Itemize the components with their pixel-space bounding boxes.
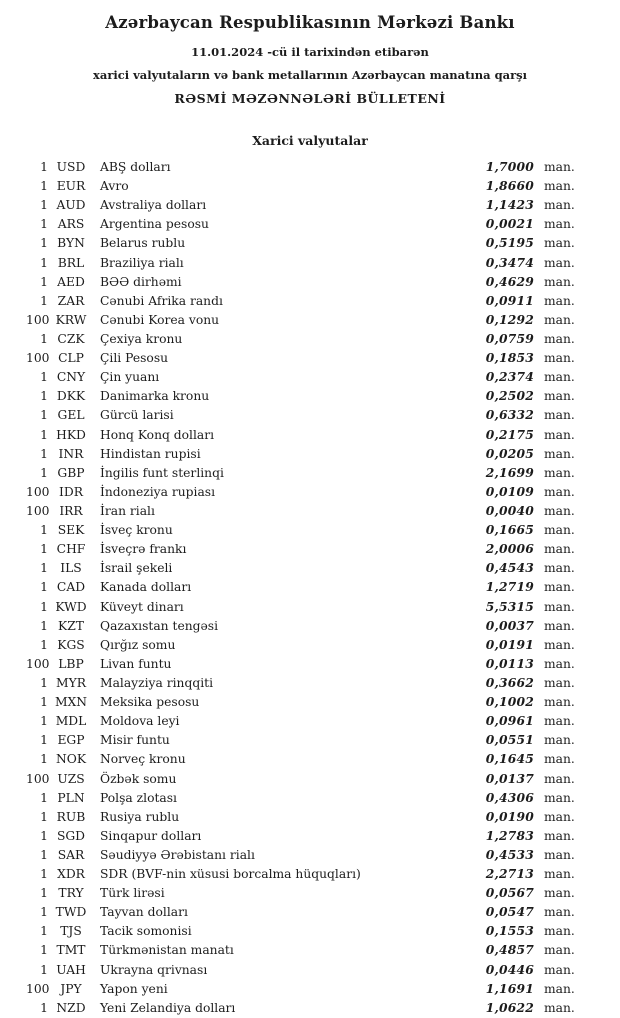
currency-code-cell: EUR — [56, 179, 86, 194]
currency-code-cell: TJS — [60, 924, 82, 939]
table-row — [26, 902, 574, 921]
table-row — [26, 711, 574, 730]
currency-code-cell: CHF — [56, 542, 86, 557]
currency-name-cell: İsveç kronu — [100, 523, 173, 538]
currency-code-cell: IRR — [59, 503, 83, 518]
table-row — [26, 482, 574, 501]
currency-name-cell: Braziliya rialı — [100, 255, 184, 270]
quantity-cell: 1 — [40, 962, 48, 977]
currency-name-cell: BƏƏ dirhəmi — [100, 274, 182, 289]
table-row — [26, 692, 574, 711]
quantity-cell: 1 — [40, 733, 48, 748]
quantity-cell: 1 — [40, 618, 48, 633]
rate-value-cell: 0,0190 — [485, 808, 534, 824]
rate-value-cell: 0,4857 — [485, 942, 534, 958]
currency-name-cell: SDR (BVF-nin xüsusi borcalma hüquqları) — [100, 867, 361, 882]
currency-code-cell: AUD — [56, 198, 86, 213]
quantity-cell: 1 — [40, 828, 48, 843]
rate-value-cell: 0,0191 — [485, 636, 534, 652]
table-row — [26, 673, 574, 692]
table-row — [26, 730, 574, 749]
currency-name-cell: Ukrayna qrivnası — [100, 962, 208, 977]
table-row — [26, 998, 574, 1017]
currency-code-cell: HKD — [56, 427, 86, 442]
table-row — [26, 329, 574, 348]
currency-name-cell: Danimarka kronu — [100, 389, 210, 404]
table-row — [26, 883, 574, 902]
currency-name-cell: Qırğız somu — [100, 637, 176, 652]
rate-value-cell: 0,1002 — [485, 694, 534, 710]
rate-value-cell: 0,1292 — [485, 311, 534, 327]
quantity-cell: 1 — [40, 274, 48, 289]
currency-name-cell: Norveç kronu — [100, 752, 186, 767]
currency-code-cell: IDR — [59, 484, 83, 499]
currency-name-cell: Hindistan rupisi — [100, 446, 201, 461]
unit-cell: man. — [544, 331, 575, 346]
quantity-cell: 1 — [40, 561, 48, 576]
currency-code-cell: GEL — [57, 408, 85, 423]
table-row — [26, 558, 574, 577]
table-row — [26, 425, 574, 444]
effective-date-line: 11.01.2024 -cü il tarixindən etibarən — [191, 45, 429, 59]
quantity-cell: 1 — [40, 943, 48, 958]
unit-cell: man. — [544, 160, 575, 174]
quantity-cell: 1 — [40, 599, 48, 614]
unit-cell: man. — [544, 427, 575, 442]
currency-code-cell: KZT — [58, 618, 84, 633]
currency-code-cell: MDL — [55, 714, 87, 729]
rate-value-cell: 1,0622 — [485, 999, 534, 1015]
table-row — [26, 635, 574, 654]
quantity-cell: 1 — [40, 752, 48, 767]
unit-cell: man. — [544, 312, 575, 327]
rate-value-cell: 0,0911 — [485, 292, 534, 308]
currency-code-cell: CZK — [57, 331, 85, 346]
currency-name-cell: İngilis funt sterlinqi — [100, 465, 224, 480]
table-row — [26, 444, 574, 463]
table-row — [26, 960, 574, 979]
table-row — [26, 463, 574, 482]
quantity-cell: 100 — [26, 981, 50, 996]
currency-code-cell: BRL — [57, 255, 85, 270]
rate-value-cell: 1,8660 — [485, 178, 534, 194]
quantity-cell: 100 — [26, 312, 50, 327]
table-row — [26, 233, 574, 252]
unit-cell: man. — [544, 599, 575, 614]
table-row — [26, 749, 574, 768]
currency-code-cell: DKK — [56, 389, 86, 404]
unit-cell: man. — [544, 790, 575, 805]
currency-code-cell: KRW — [55, 312, 87, 327]
rate-value-cell: 1,7000 — [485, 159, 534, 174]
quantity-cell: 1 — [40, 847, 48, 862]
quantity-cell: 100 — [26, 656, 50, 671]
rate-value-cell: 0,3474 — [485, 254, 534, 270]
quantity-cell: 1 — [40, 1000, 48, 1015]
quantity-cell: 1 — [40, 924, 48, 939]
currency-name-cell: Misir funtu — [100, 733, 170, 748]
unit-cell: man. — [544, 580, 575, 595]
quantity-cell: 1 — [40, 905, 48, 920]
currency-code-cell: MXN — [54, 695, 88, 710]
unit-cell: man. — [544, 752, 575, 767]
unit-cell: man. — [544, 351, 575, 366]
quantity-cell: 1 — [40, 160, 48, 174]
currency-name-cell: Çin yuanı — [100, 370, 160, 385]
unit-cell: man. — [544, 809, 575, 824]
currency-code-cell: SAR — [57, 847, 85, 862]
rate-value-cell: 0,0567 — [485, 885, 534, 901]
quantity-cell: 1 — [40, 809, 48, 824]
currency-name-cell: İran rialı — [100, 503, 155, 518]
quantity-cell: 1 — [40, 331, 48, 346]
currency-name-cell: Küveyt dinarı — [100, 599, 184, 614]
currency-name-cell: Qazaxıstan tengəsi — [100, 618, 219, 633]
table-row — [26, 310, 574, 329]
rate-value-cell: 0,0037 — [485, 617, 534, 633]
table-row — [26, 253, 574, 272]
table-row — [26, 788, 574, 807]
currency-name-cell: Tacik somonisi — [100, 924, 192, 939]
quantity-cell: 1 — [40, 179, 48, 194]
currency-code-cell: UAH — [56, 962, 86, 977]
unit-cell: man. — [544, 828, 575, 843]
unit-cell: man. — [544, 981, 575, 996]
currency-code-cell: TMT — [56, 943, 86, 958]
rate-value-cell: 0,5195 — [485, 235, 534, 251]
unit-cell: man. — [544, 656, 575, 671]
rate-value-cell: 2,1699 — [485, 464, 534, 480]
currency-name-cell: Kanada dolları — [100, 580, 192, 595]
currency-code-cell: AED — [57, 274, 85, 289]
currency-code-cell: GBP — [57, 465, 85, 480]
currency-code-cell: SGD — [56, 828, 86, 843]
unit-cell: man. — [544, 503, 575, 518]
table-row — [26, 654, 574, 673]
quantity-cell: 1 — [40, 236, 48, 251]
currency-code-cell: CAD — [56, 580, 86, 595]
rate-value-cell: 0,0021 — [485, 216, 534, 232]
quantity-cell: 1 — [40, 446, 48, 461]
unit-cell: man. — [544, 771, 575, 786]
currency-name-cell: İndoneziya rupiası — [100, 484, 216, 499]
table-row — [26, 769, 574, 788]
unit-cell: man. — [544, 542, 575, 557]
currency-name-cell: Avro — [100, 179, 129, 194]
section-title-foreign-currencies: Xarici valyutalar — [252, 133, 368, 148]
unit-cell: man. — [544, 962, 575, 977]
currency-code-cell: ZAR — [57, 293, 85, 308]
unit-cell: man. — [544, 179, 575, 194]
unit-cell: man. — [544, 293, 575, 308]
unit-cell: man. — [544, 408, 575, 423]
quantity-cell: 1 — [40, 790, 48, 805]
currency-code-cell: BYN — [57, 236, 85, 251]
currency-name-cell: Livan funtu — [100, 656, 172, 671]
rate-value-cell: 1,2719 — [485, 579, 534, 595]
unit-cell: man. — [544, 236, 575, 251]
currency-name-cell: Rusiya rublu — [100, 809, 180, 824]
currency-code-cell: ARS — [57, 217, 85, 232]
quantity-cell: 1 — [40, 408, 48, 423]
unit-cell: man. — [544, 867, 575, 882]
quantity-cell: 1 — [40, 675, 48, 690]
subject-line: xarici valyutaların və bank metallarının Azərbaycan manatına qarşı — [93, 68, 527, 82]
currency-name-cell: Türk lirəsi — [100, 886, 165, 901]
currency-code-cell: NZD — [56, 1000, 86, 1015]
rates-table-body — [0, 157, 620, 1017]
currency-name-cell: Səudiyyə Ərəbistanı rialı — [100, 847, 255, 862]
unit-cell: man. — [544, 198, 575, 213]
currency-name-cell: İsveçrə frankı — [100, 542, 187, 557]
currency-name-cell: Malayziya rinqqiti — [100, 675, 214, 690]
unit-cell: man. — [544, 561, 575, 576]
unit-cell: man. — [544, 523, 575, 538]
currency-code-cell: TWD — [55, 905, 87, 920]
currency-code-cell: MYR — [56, 675, 86, 690]
rate-value-cell: 0,0961 — [485, 713, 534, 729]
rate-value-cell: 0,0759 — [485, 330, 534, 346]
table-row — [26, 577, 574, 596]
currency-code-cell: CLP — [58, 351, 84, 366]
table-row — [26, 845, 574, 864]
unit-cell: man. — [544, 924, 575, 939]
currency-code-cell: RUB — [56, 809, 86, 824]
currency-name-cell: Yeni Zelandiya dolları — [100, 1000, 236, 1015]
unit-cell: man. — [544, 733, 575, 748]
rate-value-cell: 0,0446 — [485, 961, 534, 977]
rate-value-cell: 0,4543 — [485, 560, 534, 576]
unit-cell: man. — [544, 389, 575, 404]
quantity-cell: 1 — [40, 217, 48, 232]
unit-cell: man. — [544, 217, 575, 232]
currency-name-cell: Tayvan dolları — [100, 905, 188, 920]
rate-value-cell: 0,2374 — [485, 369, 534, 385]
unit-cell: man. — [544, 618, 575, 633]
quantity-cell: 1 — [40, 465, 48, 480]
table-row — [26, 386, 574, 405]
table-row — [26, 940, 574, 959]
bulletin-header — [0, 13, 620, 106]
quantity-cell: 1 — [40, 886, 48, 901]
table-row — [26, 272, 574, 291]
rate-value-cell: 0,1853 — [485, 350, 534, 366]
currency-code-cell: USD — [56, 160, 86, 174]
currency-code-cell: KWD — [55, 599, 87, 614]
currency-code-cell: EGP — [57, 733, 85, 748]
quantity-cell: 1 — [40, 542, 48, 557]
rate-value-cell: 1,2783 — [485, 827, 534, 843]
table-row — [26, 520, 574, 539]
currency-code-cell: SEK — [57, 523, 85, 538]
rate-value-cell: 5,5315 — [485, 598, 534, 614]
currency-code-cell: TRY — [58, 886, 84, 901]
table-row — [26, 157, 574, 176]
unit-cell: man. — [544, 637, 575, 652]
quantity-cell: 1 — [40, 293, 48, 308]
table-row — [26, 921, 574, 940]
rate-value-cell: 0,4533 — [485, 846, 534, 862]
quantity-cell: 1 — [40, 580, 48, 595]
currency-name-cell: Sinqapur dolları — [100, 828, 202, 843]
unit-cell: man. — [544, 695, 575, 710]
unit-cell: man. — [544, 370, 575, 385]
currency-name-cell: Gürcü larisi — [100, 408, 174, 423]
quantity-cell: 1 — [40, 695, 48, 710]
bank-title: Azərbaycan Respublikasının Mərkəzi Bankı — [105, 13, 515, 32]
rate-value-cell: 0,0551 — [485, 732, 534, 748]
table-row — [26, 807, 574, 826]
rate-value-cell: 0,0113 — [485, 655, 534, 671]
currency-name-cell: Honq Konq dolları — [100, 427, 215, 442]
rate-value-cell: 0,1645 — [485, 751, 534, 767]
table-row — [26, 195, 574, 214]
rate-value-cell: 2,2713 — [485, 866, 534, 882]
currency-code-cell: JPY — [60, 981, 82, 996]
currency-name-cell: Meksika pesosu — [100, 695, 200, 710]
table-row — [26, 214, 574, 233]
table-row — [26, 176, 574, 195]
unit-cell: man. — [544, 274, 575, 289]
rate-value-cell: 1,1423 — [485, 197, 534, 213]
rate-value-cell: 0,2175 — [485, 426, 534, 442]
rate-value-cell: 0,0205 — [485, 445, 534, 461]
currency-name-cell: Avstraliya dolları — [100, 198, 207, 213]
table-row — [26, 979, 574, 998]
quantity-cell: 100 — [26, 484, 50, 499]
rate-value-cell: 0,4306 — [485, 789, 534, 805]
currency-code-cell: KGS — [57, 637, 85, 652]
unit-cell: man. — [544, 886, 575, 901]
table-row — [26, 291, 574, 310]
currency-name-cell: Özbək somu — [100, 771, 177, 786]
unit-cell: man. — [544, 714, 575, 729]
currency-code-cell: XDR — [57, 867, 85, 882]
currency-name-cell: Belarus rublu — [100, 236, 186, 251]
unit-cell: man. — [544, 465, 575, 480]
unit-cell: man. — [544, 255, 575, 270]
currency-code-cell: UZS — [57, 771, 85, 786]
table-row — [26, 501, 574, 520]
unit-cell: man. — [544, 446, 575, 461]
currency-name-cell: Polşa zlotası — [100, 790, 177, 805]
quantity-cell: 1 — [40, 523, 48, 538]
quantity-cell: 1 — [40, 427, 48, 442]
quantity-cell: 1 — [40, 867, 48, 882]
currency-name-cell: Çexiya kronu — [100, 331, 183, 346]
currency-code-cell: PLN — [57, 790, 85, 805]
currency-code-cell: LBP — [58, 656, 84, 671]
quantity-cell: 1 — [40, 389, 48, 404]
table-row — [26, 826, 574, 845]
table-row — [26, 348, 574, 367]
rate-value-cell: 0,3662 — [485, 674, 534, 690]
currency-code-cell: ILS — [60, 561, 82, 576]
table-row — [26, 597, 574, 616]
quantity-cell: 1 — [40, 198, 48, 213]
rate-value-cell: 0,0547 — [485, 904, 534, 920]
rate-value-cell: 1,1691 — [485, 980, 534, 996]
currency-name-cell: Yapon yeni — [100, 981, 168, 996]
rate-value-cell: 0,1665 — [485, 522, 534, 538]
table-row — [26, 616, 574, 635]
currency-name-cell: İsrail şekeli — [100, 561, 173, 576]
currency-code-cell: NOK — [55, 752, 87, 767]
table-row — [26, 405, 574, 424]
quantity-cell: 1 — [40, 637, 48, 652]
rate-value-cell: 0,6332 — [485, 407, 534, 423]
rate-value-cell: 2,0006 — [485, 541, 534, 557]
unit-cell: man. — [544, 905, 575, 920]
quantity-cell: 1 — [40, 255, 48, 270]
unit-cell: man. — [544, 484, 575, 499]
table-row — [26, 864, 574, 883]
currency-name-cell: ABŞ dolları — [100, 160, 171, 174]
quantity-cell: 100 — [26, 351, 50, 366]
currency-name-cell: Moldova leyi — [100, 714, 180, 729]
unit-cell: man. — [544, 943, 575, 958]
bulletin-title: RƏSMİ MƏZƏNNƏLƏRİ BÜLLETENİ — [174, 91, 446, 106]
rate-value-cell: 0,2502 — [485, 388, 534, 404]
quantity-cell: 1 — [40, 370, 48, 385]
rate-value-cell: 0,0109 — [485, 483, 534, 499]
currency-code-cell: INR — [58, 446, 84, 461]
table-row — [26, 539, 574, 558]
currency-name-cell: Argentina pesosu — [100, 217, 209, 232]
rate-value-cell: 0,0040 — [485, 502, 534, 518]
currency-code-cell: CNY — [56, 370, 86, 385]
quantity-cell: 1 — [40, 714, 48, 729]
table-row — [26, 367, 574, 386]
currency-name-cell: Cənubi Afrika randı — [100, 293, 223, 308]
unit-cell: man. — [544, 847, 575, 862]
quantity-cell: 100 — [26, 771, 50, 786]
currency-name-cell: Çili Pesosu — [100, 351, 169, 366]
unit-cell: man. — [544, 675, 575, 690]
rate-value-cell: 0,0137 — [485, 770, 534, 786]
quantity-cell: 100 — [26, 503, 50, 518]
rate-value-cell: 0,1553 — [485, 923, 534, 939]
currency-name-cell: Cənubi Korea vonu — [100, 312, 220, 327]
unit-cell: man. — [544, 1000, 575, 1015]
rate-value-cell: 0,4629 — [485, 273, 534, 289]
currency-name-cell: Türkmənistan manatı — [100, 943, 234, 958]
